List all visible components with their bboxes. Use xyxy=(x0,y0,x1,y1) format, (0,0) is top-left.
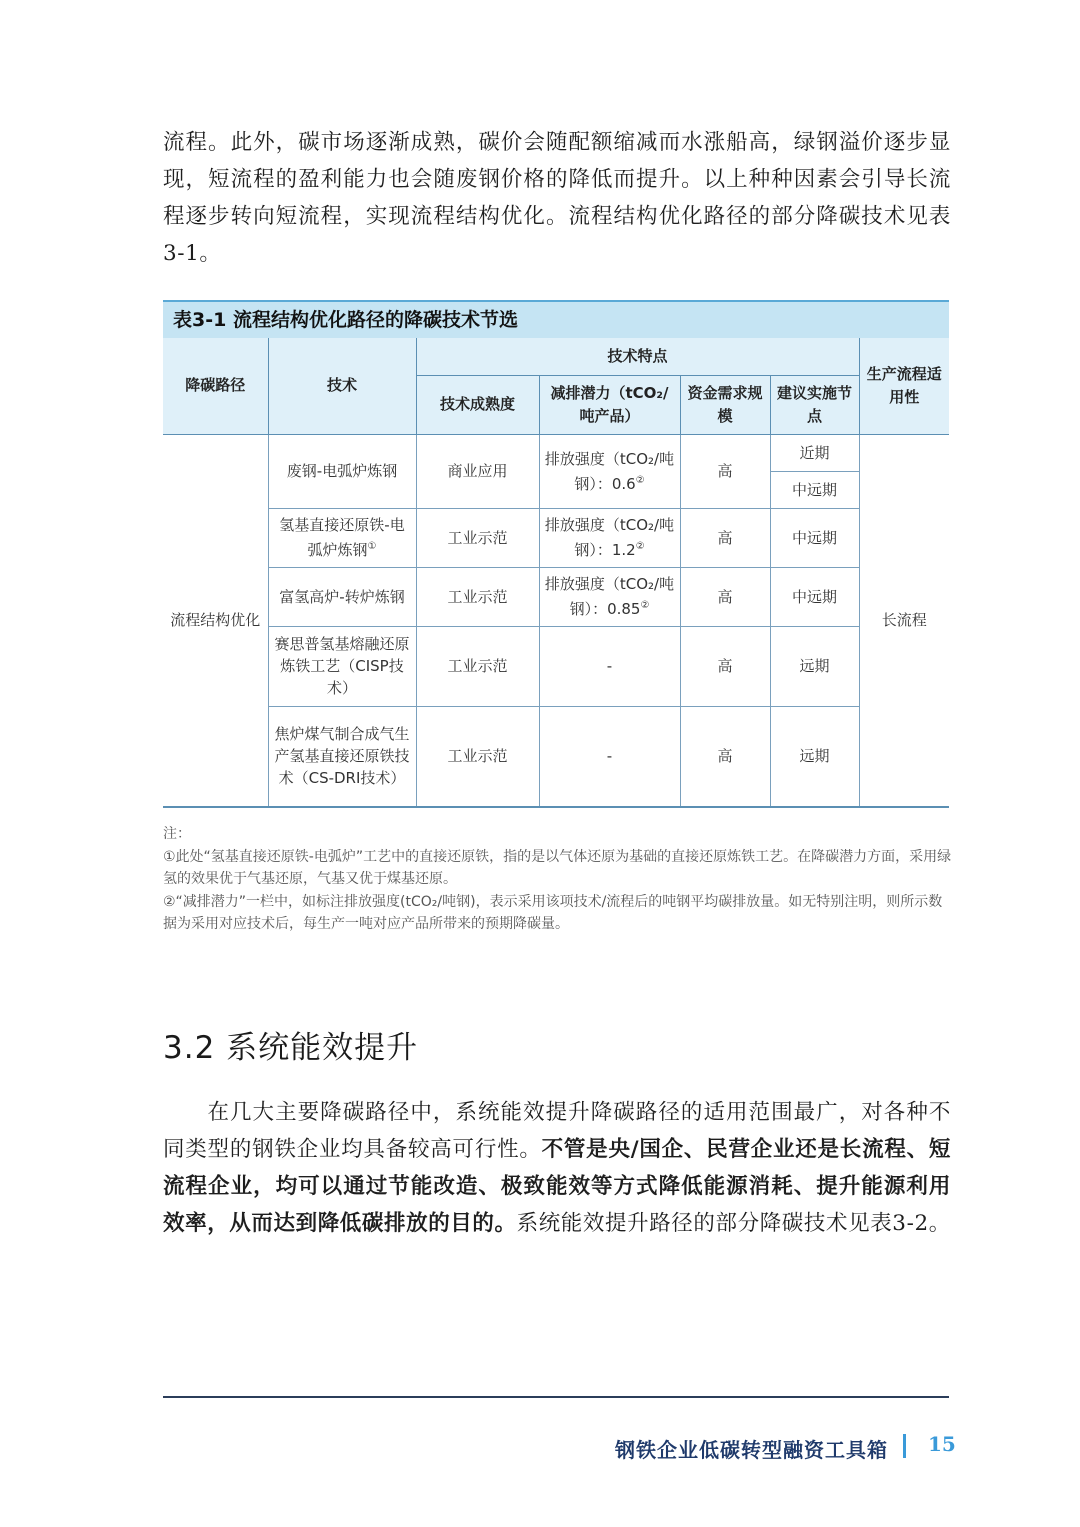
table-row-timing-2: 中远期 xyxy=(770,471,859,508)
para-bold: 不管是央/国企、民营企业还是长流程、短流程企业，均可以通过节能改造、极致能效等方式降低能源消耗、提升能源利用效率，从而达到降低碳排放的目的。 xyxy=(163,1137,951,1236)
table-row-capital: 高 xyxy=(680,508,770,567)
tech-table xyxy=(163,338,949,808)
note-mark: ② xyxy=(635,541,645,552)
page-number: 15 xyxy=(928,1432,956,1456)
tech-mark: ① xyxy=(367,541,377,552)
note-mark: ② xyxy=(635,474,645,486)
table-row-maturity: 工业示范 xyxy=(416,567,539,626)
header-maturity: 技术成熟度 xyxy=(416,375,539,434)
notes-label: 注： xyxy=(163,826,191,842)
table-row-timing: 远期 xyxy=(770,626,859,706)
header-timing: 建议实施节点 xyxy=(770,375,859,434)
table-row-potential: - xyxy=(539,706,680,807)
table-row-capital: 高 xyxy=(680,626,770,706)
header-capital: 资金需求规模 xyxy=(680,375,770,434)
table-row-maturity: 商业应用 xyxy=(416,434,539,508)
path-cell: 流程结构优化 xyxy=(163,434,268,807)
table-row-potential xyxy=(539,508,680,567)
table-3-1 xyxy=(163,300,949,808)
table-row-maturity: 工业示范 xyxy=(416,626,539,706)
footer-divider xyxy=(163,1396,949,1398)
applicability-cell: 长流程 xyxy=(859,434,949,807)
table-row-tech: 富氢高炉-转炉炼钢 xyxy=(268,567,416,626)
para-part-2: 系统能效提升路径的部分降碳技术见表3-2。 xyxy=(516,1211,951,1236)
table-row-capital: 高 xyxy=(680,706,770,807)
table-row-tech: 赛思普氢基熔融还原炼铁工艺（CISP技术） xyxy=(268,626,416,706)
potential-text: 排放强度（tCO₂/吨钢）：0.85 xyxy=(544,575,675,618)
footer-title: 钢铁企业低碳转型融资工具箱 xyxy=(615,1438,888,1462)
footer-separator xyxy=(903,1434,906,1458)
table-row-tech: 废钢-电弧炉炼钢 xyxy=(268,434,416,508)
table-row-timing: 近期 xyxy=(770,434,859,471)
table-row-potential: - xyxy=(539,626,680,706)
note-1: ①此处“氢基直接还原铁-电弧炉”工艺中的直接还原铁，指的是以气体还原为基础的直接还原炼铁工艺。在降碳潜力方面，采用绿氢的效果优于气基还原，气基又优于煤基还原。 xyxy=(163,848,952,887)
note-2: ②“减排潜力”一栏中，如标注排放强度(tCO₂/吨钢)，表示采用该项技术/流程后的吨钢平均碳排放量。如无特别注明，则所示数据为采用对应技术后，每生产一吨对应产品所带来的预期降碳量。 xyxy=(163,893,943,932)
header-path: 降碳路径 xyxy=(163,338,268,434)
table-row-potential xyxy=(539,434,680,508)
table-row-maturity: 工业示范 xyxy=(416,508,539,567)
header-applicability: 生产流程适用性 xyxy=(859,338,949,434)
header-features: 技术特点 xyxy=(416,338,859,375)
header-tech: 技术 xyxy=(268,338,416,434)
table-row-timing: 中远期 xyxy=(770,567,859,626)
table-row-timing: 远期 xyxy=(770,706,859,807)
section-paragraph xyxy=(163,1094,951,1242)
table-row-capital: 高 xyxy=(680,567,770,626)
header-potential: 减排潜力（tCO₂/吨产品） xyxy=(539,375,680,434)
table-row-maturity: 工业示范 xyxy=(416,706,539,807)
table-row-tech: 焦炉煤气制合成气生产氢基直接还原铁技术（CS-DRI技术） xyxy=(268,706,416,807)
table-row-potential xyxy=(539,567,680,626)
potential-text: 排放强度（tCO₂/吨钢）：0.6 xyxy=(544,449,675,493)
table-row-tech xyxy=(268,508,416,567)
tech-text: 氢基直接还原铁-电弧炉炼钢 xyxy=(279,516,405,559)
note-mark: ② xyxy=(640,600,650,611)
potential-text: 排放强度（tCO₂/吨钢）：1.2 xyxy=(544,516,675,559)
section-heading: 3.2 系统能效提升 xyxy=(163,1030,419,1066)
table-title: 表3-1 流程结构优化路径的降碳技术节选 xyxy=(163,300,949,338)
para-part-1: 在几大主要降碳路径中，系统能效提升降碳路径的适用范围最广，对各种不同类型的钢铁企业均具备较高可行性。 xyxy=(163,1100,951,1162)
table-row-capital: 高 xyxy=(680,434,770,508)
table-notes xyxy=(163,823,953,936)
table-row-timing: 中远期 xyxy=(770,508,859,567)
intro-paragraph: 流程。此外，碳市场逐渐成熟，碳价会随配额缩减而水涨船高，绿钢溢价逐步显现，短流程的盈利能力也会随废钢价格的降低而提升。以上种种因素会引导长流程逐步转向短流程，实现流程结构优化。流程结构优化路径的部分降碳技术见表3-1。 xyxy=(163,130,951,266)
